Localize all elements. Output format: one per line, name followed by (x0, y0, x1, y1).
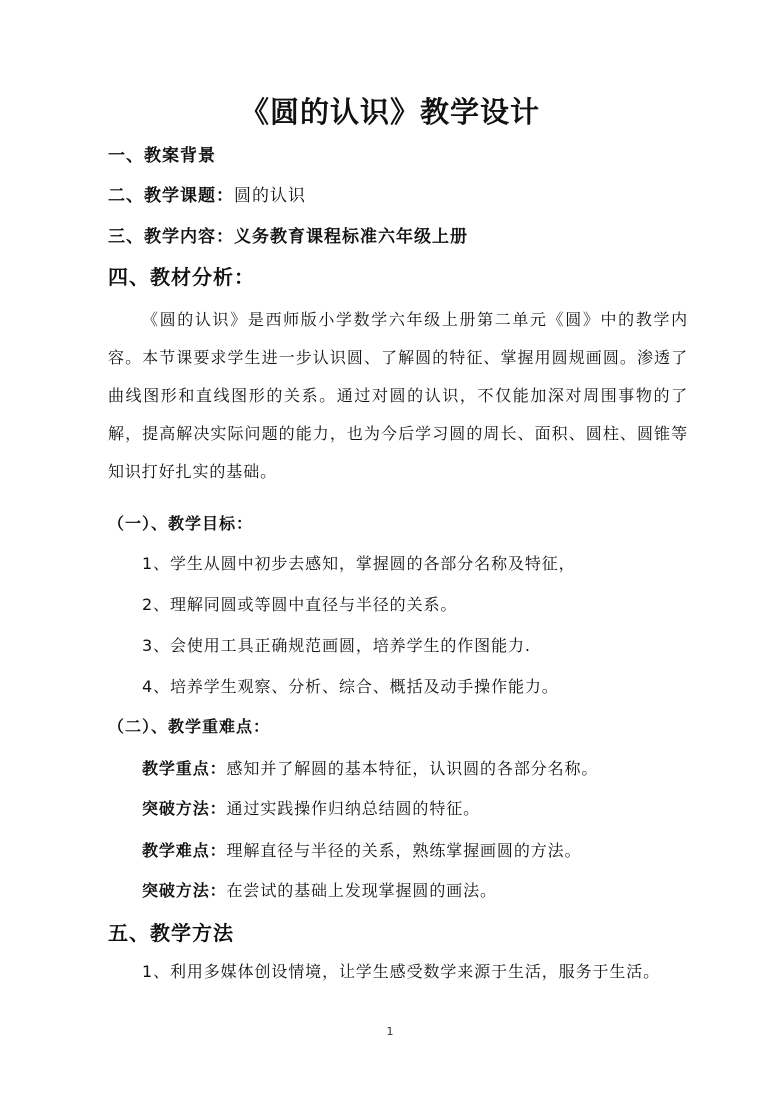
key-point-item (142, 801, 480, 817)
analysis-paragraph: 《圆的认识》是西师版小学数学六年级上册第二单元《圆》中的教学内容。本节课要求学生进一步认识圆、了解圆的特征、掌握用圆规画圆。渗透了曲线图形和直线图形的关系。通过对圆的认识，不仅能加深对周围事物的了解，提高解决实际问题的能力，也为今后学习圆的周长、面积、圆柱、圆锥等知识打好扎实的基础。 (108, 310, 688, 481)
key-point-item (142, 883, 497, 899)
key-point-item (142, 843, 581, 859)
key-point-label: 突破方法： (142, 881, 227, 900)
goals-heading: （一）、教学目标： (108, 514, 254, 533)
topic-value: 圆的认识 (234, 186, 306, 206)
goal-item: 3、会使用工具正确规范画圆，培养学生的作图能力. (142, 636, 531, 655)
topic-label: 二、教学课题： (108, 186, 234, 206)
goal-item: 1、学生从圆中初步去感知，掌握圆的各部分名称及特征， (142, 554, 576, 573)
section-heading-methods: 五、教学方法 (108, 921, 234, 945)
goal-item: 2、理解同圆或等圆中直径与半径的关系。 (142, 595, 458, 614)
key-point-label: 突破方法： (142, 799, 227, 818)
key-point-label: 教学难点： (142, 841, 227, 860)
key-point-item (142, 761, 598, 777)
section-heading-content: 三、教学内容：义务教育课程标准六年级上册 (108, 227, 468, 247)
key-point-text: 通过实践操作归纳总结圆的特征。 (226, 799, 481, 818)
goal-item: 4、培养学生观察、分析、综合、概括及动手操作能力。 (142, 677, 559, 696)
section-heading-topic (108, 188, 306, 205)
page-number: 1 (386, 1025, 394, 1038)
key-points-heading: （二）、教学重难点： (108, 717, 271, 736)
key-point-label: 教学重点： (142, 759, 227, 778)
key-point-text: 在尝试的基础上发现掌握圆的画法。 (226, 881, 497, 900)
key-point-text: 感知并了解圆的基本特征，认识圆的各部分名称。 (226, 759, 599, 778)
document-title: 《圆的认识》教学设计 (239, 95, 540, 129)
section-heading-background: 一、教案背景 (108, 146, 216, 166)
key-point-text: 理解直径与半径的关系，熟练掌握画圆的方法。 (226, 841, 582, 860)
method-item: 1、利用多媒体创设情境，让学生感受数学来源于生活，服务于生活。 (142, 962, 661, 981)
section-heading-analysis: 四、教材分析： (108, 265, 255, 289)
